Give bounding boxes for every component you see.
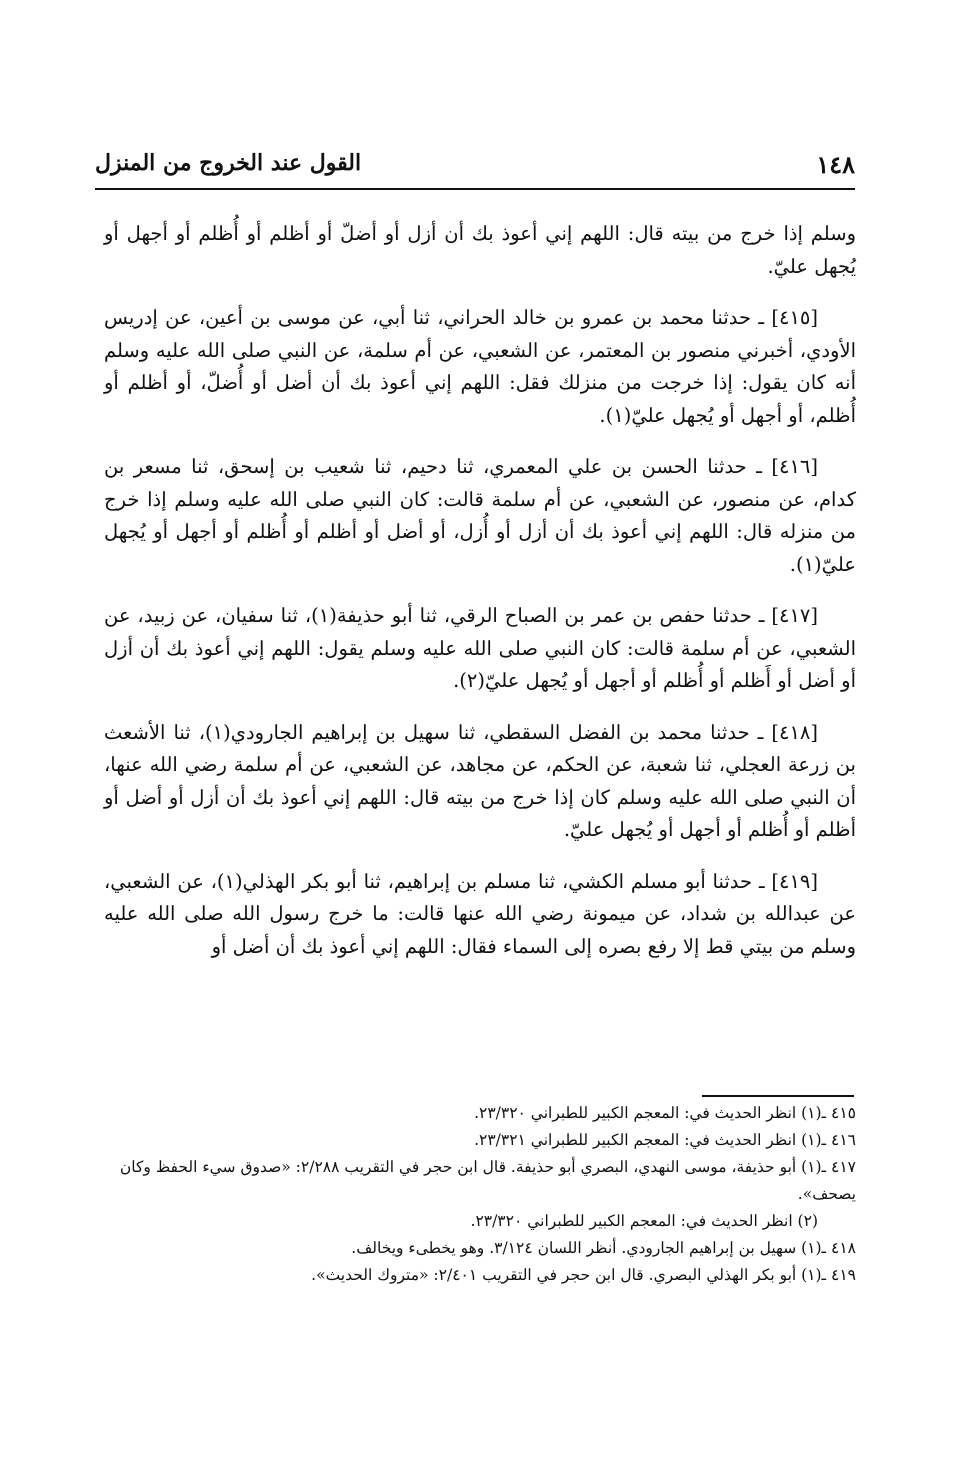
hadith-415: [٤١٥] ـ حدثنا محمد بن عمرو بن خالد الحراني، ثنا أبي، عن موسى بن أعين، عن إدريس الأودي، أخبرني منصور بن المعتمر، عن الشعبي، عن أم سلمة، عن النبي صلى الله عليه وسلم أنه كان يقول: إذا خرجت من منزلك فقل: اللهم إني أعوذ بك أن أضل أو أُضلّ، أو أظلم أو أُظلم، أو أجهل أو يُجهل عليّ(١). [104,306,856,427]
footnote-418: ٤١٨ ـ(١) سهيل بن إبراهيم الجارودي. أنظر اللسان ٣/١٢٤. وهو يخطىء ويخالف. [351,1239,856,1257]
footnote-415: ٤١٥ ـ(١) انظر الحديث في: المعجم الكبير للطبراني ٢٣/٣٢٠. [474,1104,856,1122]
footnote-divider [702,1095,854,1097]
running-header [95,150,855,184]
footnotes [104,1100,856,1289]
footnote-417-1: ٤١٧ ـ(١) أبو حذيفة، موسى النهدي، البصري أبو حذيفة. قال ابن حجر في التقريب ٢/٢٨٨: «صدوق سيء الحفظ وكان يصحف». [119,1158,856,1203]
chapter-title: القول عند الخروج من المنزل [95,150,362,176]
page-number: ١٤٨ [816,150,855,179]
footnote-417-2: (٢) انظر الحديث في: المعجم الكبير للطبراني ٢٣/٣٢٠. [470,1212,818,1230]
main-text [104,218,856,982]
header-divider [95,188,855,190]
footnote-416: ٤١٦ ـ(١) انظر الحديث في: المعجم الكبير للطبراني ٢٣/٣٢١. [474,1131,856,1149]
hadith-419: [٤١٩] ـ حدثنا أبو مسلم الكشي، ثنا مسلم بن إبراهيم، ثنا أبو بكر الهذلي(١)، عن الشعبي، عن عبدالله بن شداد، عن ميمونة رضي الله عنها قالت: ما خرج رسول الله صلى الله عليه وسلم من بيتي قط إلا رفع بصره إلى السماء فقال: اللهم إني أعوذ بك أن أضل أو [104,869,856,958]
hadith-418: [٤١٨] ـ حدثنا محمد بن الفضل السقطي، ثنا سهيل بن إبراهيم الجارودي(١)، ثنا الأشعث بن زرعة العجلي، ثنا شعبة، عن الحكم، عن مجاهد، عن الشعبي، عن أم سلمة رضي الله عنها، أن النبي صلى الله عليه وسلم كان إذا خرج من بيته قال: اللهم إني أعوذ بك أن أزل أو أضل أو أظلم أو أُظلم أو أجهل أو يُجهل عليّ. [104,720,856,841]
footnote-419: ٤١٩ ـ(١) أبو بكر الهذلي البصري. قال ابن حجر في التقريب ٢/٤٠١: «متروك الحديث». [311,1266,856,1284]
paragraph-continuation: وسلم إذا خرج من بيته قال: اللهم إني أعوذ بك أن أزل أو أضلّ أو أظلم أو أُظلم أو أجهل أو يُجهل عليّ. [104,222,856,278]
hadith-417: [٤١٧] ـ حدثنا حفص بن عمر بن الصباح الرقي، ثنا أبو حذيفة(١)، ثنا سفيان، عن زبيد، عن الشعبي، عن أم سلمة قالت: كان النبي صلى الله عليه وسلم يقول: اللهم إني أعوذ بك أن أزل أو أضل أو أَظلم أو أُظلم أو أجهل أو يُجهل عليّ(٢). [104,604,856,692]
hadith-416: [٤١٦] ـ حدثنا الحسن بن علي المعمري، ثنا دحيم، ثنا شعيب بن إسحق، ثنا مسعر بن كدام، عن منصور، عن الشعبي، عن أم سلمة قالت: كان النبي صلى الله عليه وسلم إذا خرج من منزله قال: اللهم إني أعوذ بك أن أزل أو أُزل، أو أضل أو أظلم أو أُظلم أو أجهل أو يُجهل عليّ(١). [104,455,856,576]
